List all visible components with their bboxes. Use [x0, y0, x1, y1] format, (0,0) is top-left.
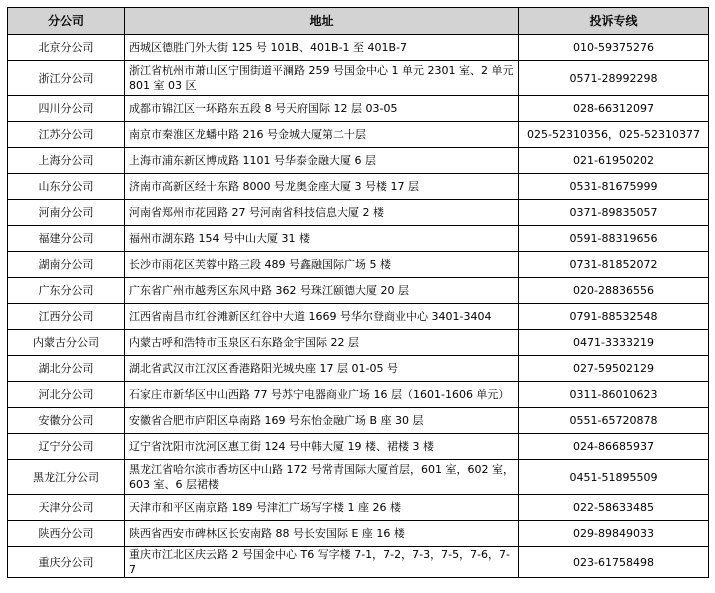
table-row	[8, 35, 709, 61]
table-row	[8, 330, 709, 356]
table-row	[8, 408, 709, 434]
company-cell: 北京分公司	[8, 35, 125, 61]
company-cell: 江苏分公司	[8, 122, 125, 148]
company-cell: 黑龙江分公司	[8, 460, 125, 495]
address-cell: 长沙市雨花区芙蓉中路三段 489 号鑫融国际广场 5 楼	[125, 252, 519, 278]
address-cell: 南京市秦淮区龙蟠中路 216 号金城大厦第二十层	[125, 122, 519, 148]
phone-cell: 020-28836556	[519, 278, 709, 304]
address-cell: 石家庄市新华区中山西路 77 号苏宁电器商业广场 16 层（1601-1606 单元）	[125, 382, 519, 408]
phone-cell: 022-58633485	[519, 495, 709, 521]
address-cell: 天津市和平区南京路 189 号津汇广场写字楼 1 座 26 楼	[125, 495, 519, 521]
address-cell: 西城区德胜门外大街 125 号 101B、401B-1 至 401B-7	[125, 35, 519, 61]
address-cell: 内蒙古呼和浩特市玉泉区石东路金宇国际 22 层	[125, 330, 519, 356]
table-row	[8, 252, 709, 278]
table-row	[8, 200, 709, 226]
table-row	[8, 61, 709, 96]
phone-cell: 0471-3333219	[519, 330, 709, 356]
complaint-hotline-table	[7, 7, 709, 578]
address-cell: 济南市高新区经十东路 8000 号龙奥金座大厦 3 号楼 17 层	[125, 174, 519, 200]
phone-cell: 028-66312097	[519, 96, 709, 122]
phone-cell: 0551-65720878	[519, 408, 709, 434]
phone-cell: 029-89849033	[519, 521, 709, 547]
table-row	[8, 148, 709, 174]
company-cell: 河南分公司	[8, 200, 125, 226]
phone-cell: 0591-88319656	[519, 226, 709, 252]
address-cell: 陕西省西安市碑林区长安南路 88 号长安国际 E 座 16 楼	[125, 521, 519, 547]
phone-cell: 0571-28992298	[519, 61, 709, 96]
table-row	[8, 495, 709, 521]
phone-cell: 0451-51895509	[519, 460, 709, 495]
company-cell: 上海分公司	[8, 148, 125, 174]
table-row	[8, 304, 709, 330]
phone-cell: 0371-89835057	[519, 200, 709, 226]
address-cell: 广东省广州市越秀区东风中路 362 号珠江颐德大厦 20 层	[125, 278, 519, 304]
address-cell: 河南省郑州市花园路 27 号河南省科技信息大厦 2 楼	[125, 200, 519, 226]
table-row	[8, 356, 709, 382]
table-row	[8, 434, 709, 460]
table-row	[8, 278, 709, 304]
company-cell: 广东分公司	[8, 278, 125, 304]
table-row	[8, 174, 709, 200]
company-cell: 辽宁分公司	[8, 434, 125, 460]
company-cell: 福建分公司	[8, 226, 125, 252]
company-cell: 内蒙古分公司	[8, 330, 125, 356]
company-cell: 天津分公司	[8, 495, 125, 521]
header-company: 分公司	[8, 8, 125, 35]
table-row	[8, 226, 709, 252]
company-cell: 湖北分公司	[8, 356, 125, 382]
table-row	[8, 460, 709, 495]
address-cell: 福州市湖东路 154 号中山大厦 31 楼	[125, 226, 519, 252]
company-cell: 陕西分公司	[8, 521, 125, 547]
address-cell: 上海市浦东新区博成路 1101 号华泰金融大厦 6 层	[125, 148, 519, 174]
table-row	[8, 382, 709, 408]
table-header-row	[8, 8, 709, 35]
address-cell: 浙江省杭州市萧山区宁围街道平澜路 259 号国金中心 1 单元 2301 室、2 单元 801 室 03 区	[125, 61, 519, 96]
company-cell: 四川分公司	[8, 96, 125, 122]
phone-cell: 021-61950202	[519, 148, 709, 174]
company-cell: 重庆分公司	[8, 547, 125, 578]
address-cell: 安徽省合肥市庐阳区阜南路 169 号东怡金融广场 B 座 30 层	[125, 408, 519, 434]
phone-cell: 010-59375276	[519, 35, 709, 61]
address-cell: 重庆市江北区庆云路 2 号国金中心 T6 写字楼 7-1，7-2，7-3，7-5，7-6，7-7	[125, 547, 519, 578]
phone-cell: 025-52310356，025-52310377	[519, 122, 709, 148]
header-address: 地址	[125, 8, 519, 35]
table-row	[8, 96, 709, 122]
complaint-hotline-table-wrapper	[7, 7, 709, 578]
address-cell: 江西省南昌市红谷滩新区红谷中大道 1669 号华尔登商业中心 3401-3404	[125, 304, 519, 330]
phone-cell: 027-59502129	[519, 356, 709, 382]
company-cell: 江西分公司	[8, 304, 125, 330]
table-row	[8, 547, 709, 578]
phone-cell: 0311-86010623	[519, 382, 709, 408]
company-cell: 安徽分公司	[8, 408, 125, 434]
company-cell: 河北分公司	[8, 382, 125, 408]
phone-cell: 023-61758498	[519, 547, 709, 578]
company-cell: 山东分公司	[8, 174, 125, 200]
company-cell: 浙江分公司	[8, 61, 125, 96]
phone-cell: 024-86685937	[519, 434, 709, 460]
address-cell: 成都市锦江区一环路东五段 8 号天府国际 12 层 03-05	[125, 96, 519, 122]
header-phone: 投诉专线	[519, 8, 709, 35]
phone-cell: 0731-81852072	[519, 252, 709, 278]
company-cell: 湖南分公司	[8, 252, 125, 278]
table-row	[8, 521, 709, 547]
address-cell: 辽宁省沈阳市沈河区惠工街 124 号中韩大厦 19 楼、裙楼 3 楼	[125, 434, 519, 460]
address-cell: 黑龙江省哈尔滨市香坊区中山路 172 号常青国际大厦首层，601 室，602 室，603 室、6 层裙楼	[125, 460, 519, 495]
table-row	[8, 122, 709, 148]
phone-cell: 0531-81675999	[519, 174, 709, 200]
phone-cell: 0791-88532548	[519, 304, 709, 330]
address-cell: 湖北省武汉市江汉区香港路阳光城央座 17 层 01-05 号	[125, 356, 519, 382]
